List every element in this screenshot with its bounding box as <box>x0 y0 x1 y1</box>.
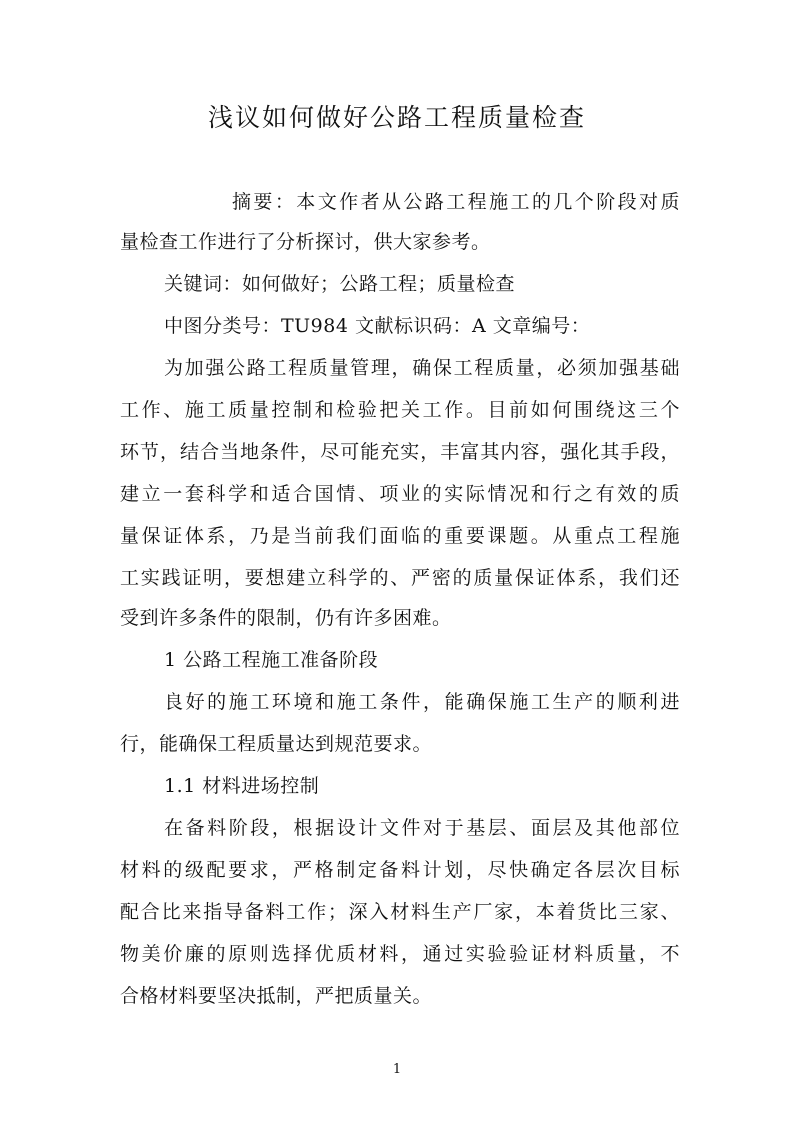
intro-line-2: 工作、施工质量控制和检验把关工作。目前如何围绕这三个 <box>120 399 680 421</box>
intro-line-4: 建立一套科学和适合国情、项业的实际情况和行之有效的质 <box>120 483 680 505</box>
section-1-1-line-5: 合格材料要坚决抵制，严把质量关。 <box>120 985 433 1007</box>
section-1-1-line-1: 在备料阶段，根据设计文件对于基层、面层及其他部位 <box>164 817 680 839</box>
section-1-heading: 1 公路工程施工准备阶段 <box>164 649 379 671</box>
keywords-line: 关键词：如何做好；公路工程；质量检查 <box>164 273 516 295</box>
section-1-1-heading: 1.1 材料进场控制 <box>164 775 320 797</box>
abstract-line-1: 摘要：本文作者从公路工程施工的几个阶段对质 <box>232 191 680 213</box>
section-1-1-line-3: 配合比来指导备料工作；深入材料生产厂家，本着货比三家、 <box>120 901 680 923</box>
classification-line: 中图分类号：TU984 文献标识码：A 文章编号： <box>164 315 591 337</box>
document-title: 浅议如何做好公路工程质量检查 <box>207 103 586 132</box>
section-1-line-2: 行，能确保工程质量达到规范要求。 <box>120 733 433 755</box>
abstract-line-2: 量检查工作进行了分析探讨，供大家参考。 <box>120 231 491 253</box>
intro-line-5: 量保证体系，乃是当前我们面临的重要课题。从重点工程施 <box>120 525 680 547</box>
intro-line-3: 环节，结合当地条件，尽可能充实，丰富其内容，强化其手段， <box>120 441 680 463</box>
intro-line-6: 工实践证明，要想建立科学的、严密的质量保证体系，我们还 <box>120 567 680 589</box>
intro-line-7: 受到许多条件的限制，仍有许多困难。 <box>120 607 452 629</box>
section-1-line-1: 良好的施工环境和施工条件，能确保施工生产的顺利进 <box>164 691 680 713</box>
section-1-1-line-2: 材料的级配要求，严格制定备料计划，尽快确定各层次目标 <box>120 859 680 881</box>
intro-line-1: 为加强公路工程质量管理，确保工程质量，必须加强基础 <box>164 357 680 379</box>
page-number: 1 <box>392 1062 402 1077</box>
section-1-1-line-4: 物美价廉的原则选择优质材料，通过实验验证材料质量，不 <box>120 943 680 965</box>
